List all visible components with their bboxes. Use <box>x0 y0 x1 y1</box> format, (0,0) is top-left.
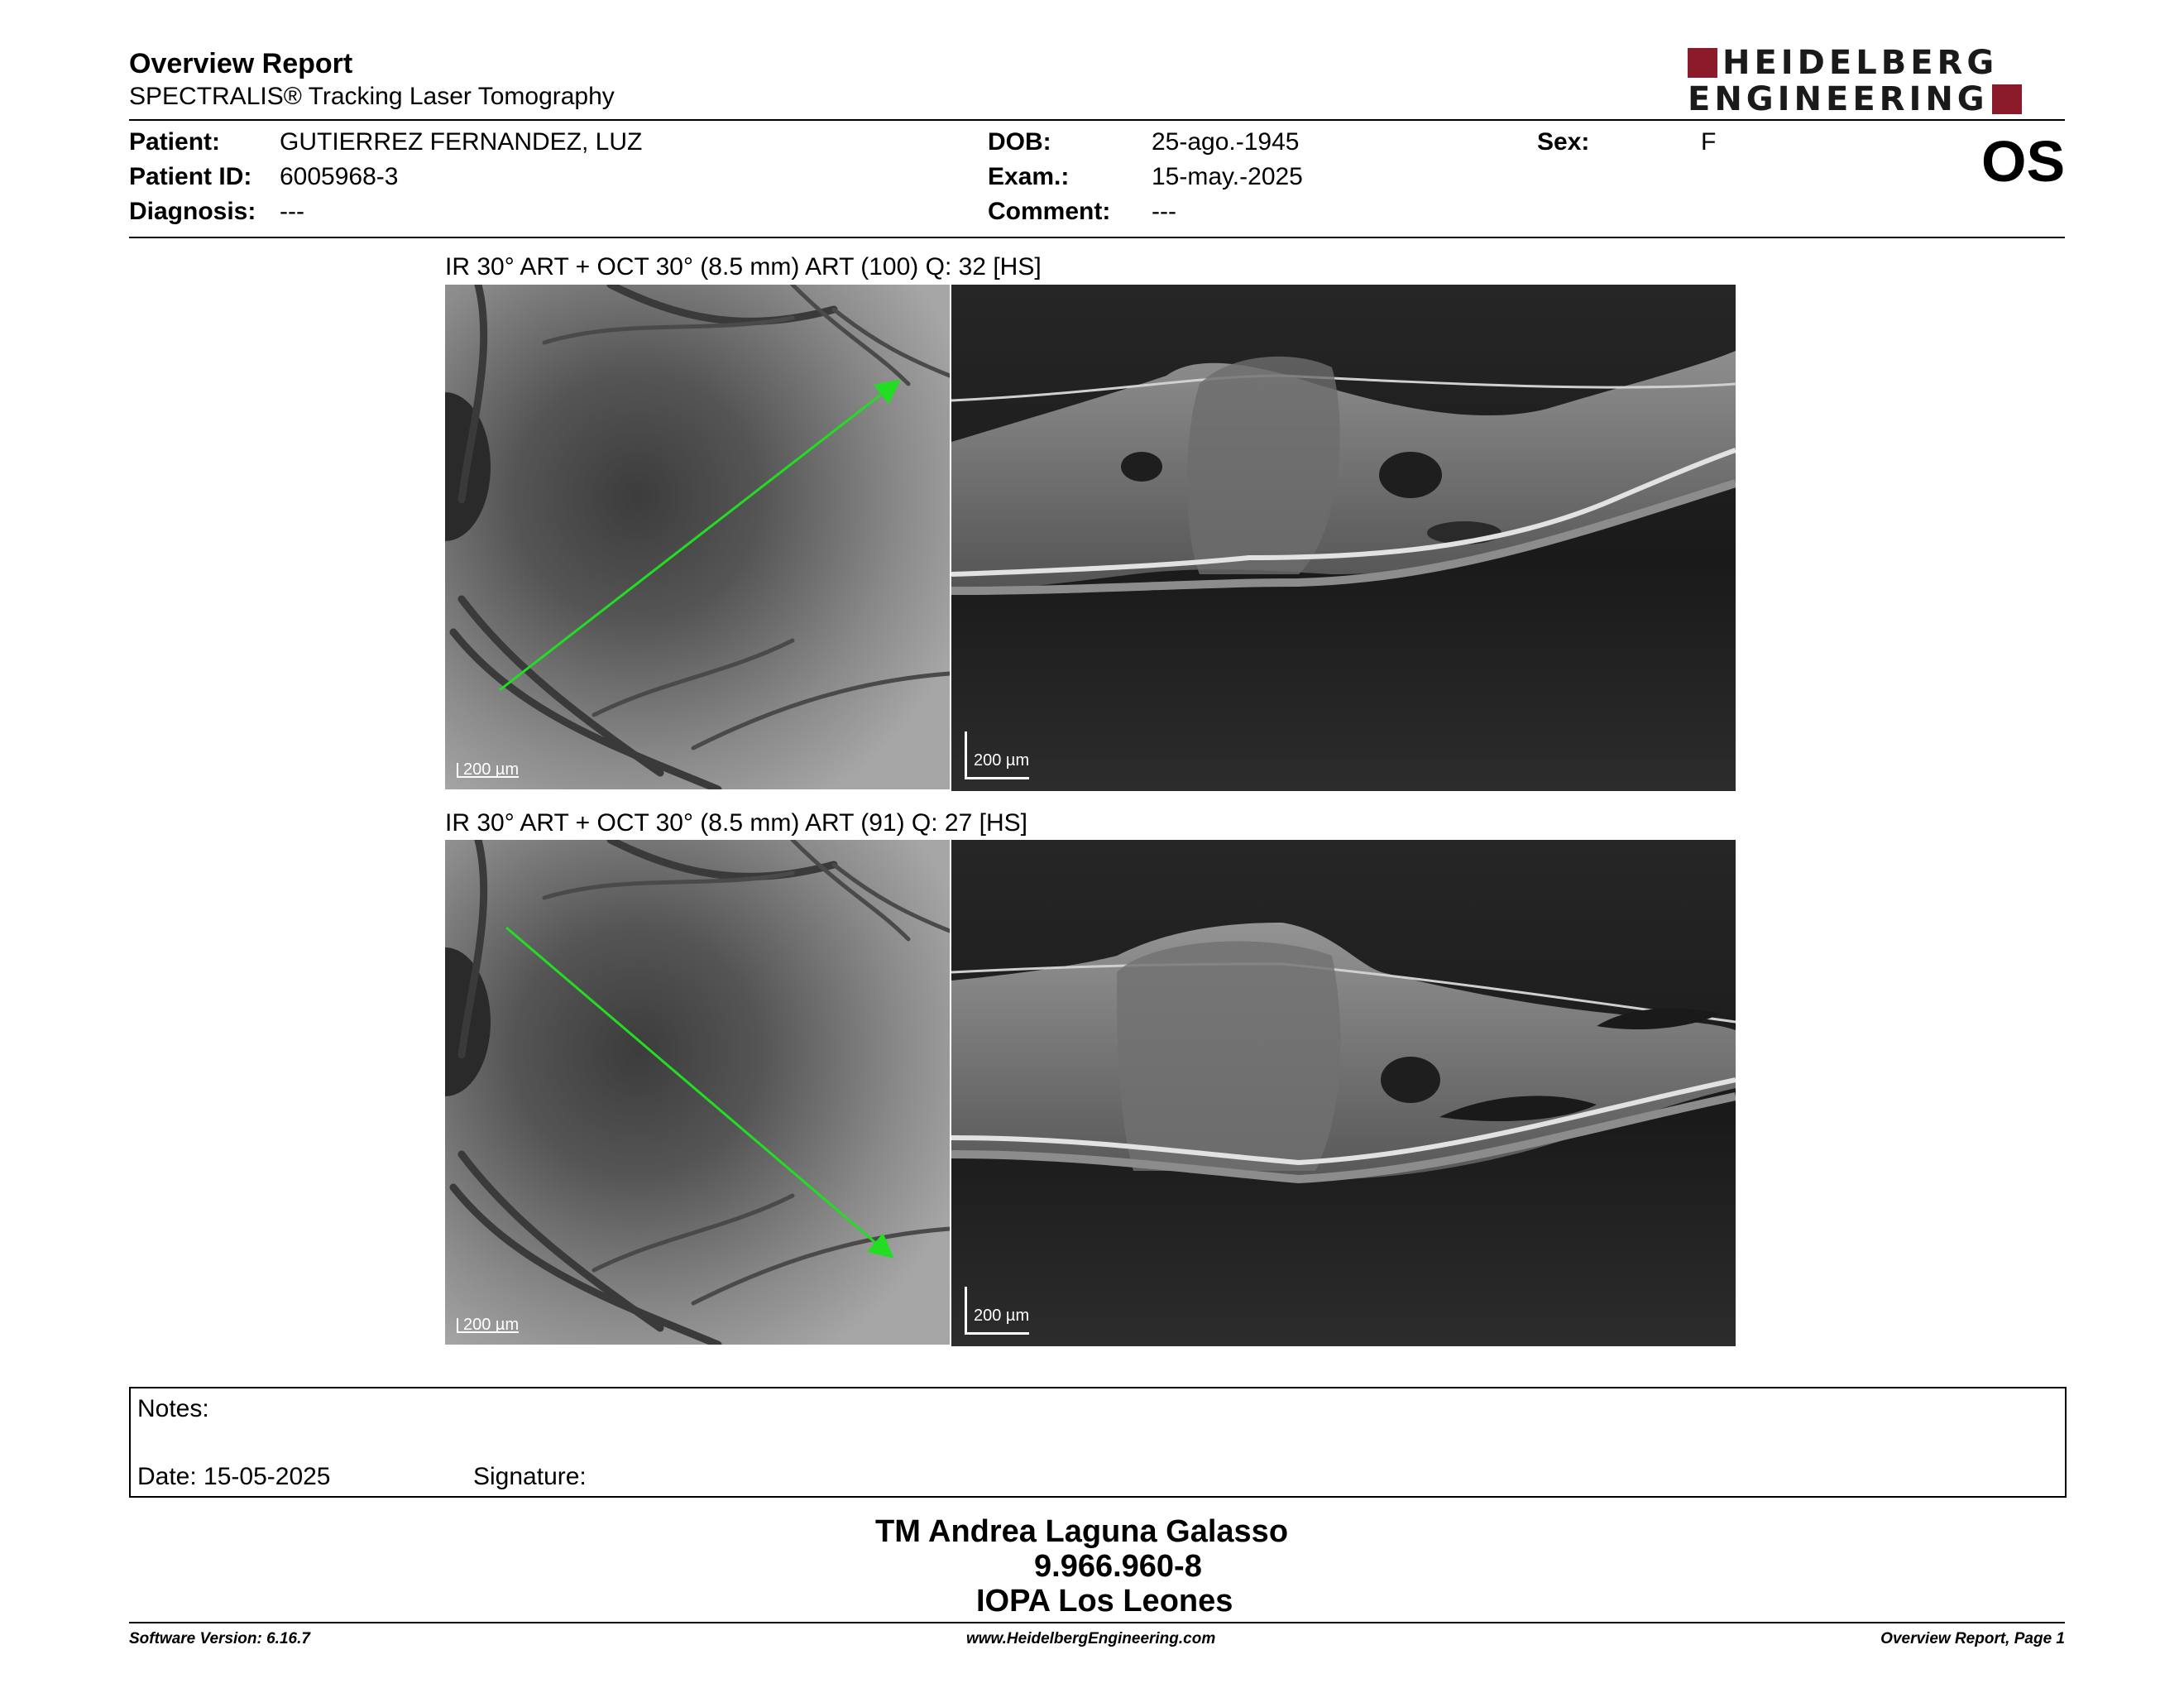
patient-name: GUTIERREZ FERNANDEZ, LUZ <box>280 128 643 156</box>
footer-divider <box>129 1622 2065 1623</box>
comment-value: --- <box>1152 198 1176 225</box>
oct-bscan-image-1 <box>951 285 1736 791</box>
signatory-name: TM Andrea Laguna Galasso <box>875 1514 1289 1549</box>
sex-value: F <box>1701 128 1717 156</box>
eye-side: OS <box>1981 129 2066 194</box>
signature-label: Signature: <box>473 1463 587 1490</box>
logo-square-top <box>1688 48 1717 78</box>
patient-id-label: Patient ID: <box>129 163 252 190</box>
notes-box <box>129 1387 2067 1498</box>
logo-text-heidelberg: HEIDELBERG <box>1722 44 1999 82</box>
fundus-scale-bar-1: 200 µm <box>457 763 519 778</box>
header-divider <box>129 119 2065 121</box>
page-info: Overview Report, Page 1 <box>1880 1630 2065 1647</box>
oct-scale-bar-2: 200 µm <box>965 1287 1029 1335</box>
scan-2-title: IR 30° ART + OCT 30° (8.5 mm) ART (91) Q: 27 [HS] <box>445 809 1027 837</box>
scan-1-title: IR 30° ART + OCT 30° (8.5 mm) ART (100) Q: 32 [HS] <box>445 253 1042 281</box>
patient-divider <box>129 237 2065 238</box>
website-link[interactable]: www.HeidelbergEngineering.com <box>966 1630 1216 1647</box>
notes-date: Date: 15-05-2025 <box>137 1463 331 1490</box>
signatory-id: 9.966.960-8 <box>1034 1549 1202 1584</box>
comment-label: Comment: <box>988 198 1111 225</box>
oct-bscan-image-2 <box>951 840 1736 1346</box>
logo-text-engineering: ENGINEERING <box>1688 80 1989 118</box>
exam-label: Exam.: <box>988 163 1070 190</box>
dob-value: 25-ago.-1945 <box>1152 128 1300 156</box>
report-subtitle: SPECTRALIS® Tracking Laser Tomography <box>129 83 615 110</box>
signatory-institution: IOPA Los Leones <box>976 1584 1233 1618</box>
logo-square-bottom <box>1992 84 2022 114</box>
notes-label: Notes: <box>137 1395 209 1422</box>
diagnosis-label: Diagnosis: <box>129 198 256 225</box>
patient-label: Patient: <box>129 128 221 156</box>
software-version: Software Version: 6.16.7 <box>129 1630 310 1647</box>
oct-scale-bar-1: 200 µm <box>965 731 1029 779</box>
dob-label: DOB: <box>988 128 1051 156</box>
fundus-image-1 <box>445 285 950 789</box>
fundus-scale-bar-2: 200 µm <box>457 1318 519 1333</box>
diagnosis-value: --- <box>280 198 304 225</box>
patient-id: 6005968-3 <box>280 163 399 190</box>
fundus-image-2 <box>445 840 950 1345</box>
report-title: Overview Report <box>129 48 353 79</box>
sex-label: Sex: <box>1537 128 1590 156</box>
exam-date: 15-may.-2025 <box>1152 163 1303 190</box>
